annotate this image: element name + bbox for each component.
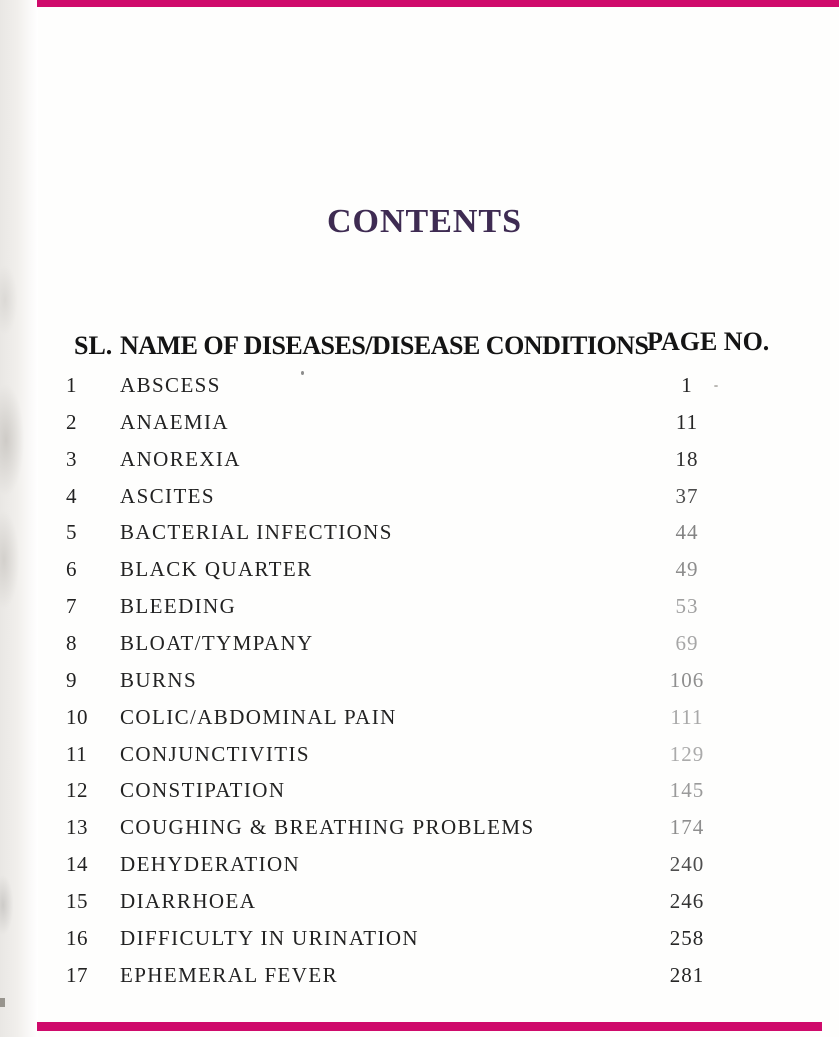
toc-row-page: 1 (681, 373, 693, 397)
toc-row (0, 447, 780, 483)
toc-header-row (0, 327, 839, 363)
toc-row-page: 44 (675, 520, 699, 545)
toc-header-name: NAME OF DISEASES/DISEASE CONDITIONS (120, 331, 649, 360)
toc-row-sl: 12 (66, 778, 88, 803)
toc-row (0, 373, 780, 409)
toc-row-page: 18 (675, 446, 699, 471)
toc-row-sl: 6 (66, 557, 77, 582)
top-accent-bar (37, 0, 839, 7)
toc-row-page: 258 (669, 925, 705, 950)
toc-row-page: 69 (675, 630, 699, 655)
toc-row (0, 778, 780, 814)
toc-header-sl: SL. (74, 331, 113, 360)
toc-row-sl: 4 (66, 483, 77, 508)
toc-row-sl: 14 (66, 852, 88, 877)
toc-row-name: BLACK QUARTER (120, 557, 313, 582)
toc-row (0, 742, 780, 778)
scan-speck (301, 371, 304, 375)
toc-row-page: 106 (669, 667, 705, 692)
bottom-accent-bar (37, 1022, 822, 1031)
toc-row-sl: 5 (66, 520, 77, 545)
toc-row-sl: 1 (66, 373, 77, 397)
toc-header-page: PAGE NO. (647, 327, 770, 356)
toc-row-page: 174 (669, 815, 705, 840)
toc-row-name: COUGHING & BREATHING PROBLEMS (120, 815, 535, 840)
toc-row-sl: 16 (66, 925, 88, 950)
toc-row-page: 49 (675, 557, 699, 582)
toc-row (0, 594, 780, 630)
toc-row-name: DIFFICULTY IN URINATION (120, 925, 419, 950)
toc-row-name: BACTERIAL INFECTIONS (120, 520, 393, 545)
toc-row-name: BLOAT/TYMPANY (120, 630, 314, 655)
toc-row-name: EPHEMERAL FEVER (120, 962, 338, 987)
toc-row-name: BURNS (120, 667, 198, 692)
toc-row-page: 37 (675, 483, 699, 508)
toc-row-sl: 13 (66, 815, 88, 840)
toc-row-sl: 2 (66, 409, 77, 434)
toc-row (0, 484, 780, 520)
toc-row-page: 53 (675, 594, 699, 619)
toc-row-name: COLIC/ABDOMINAL PAIN (120, 704, 397, 729)
toc-row-name: DIARRHOEA (120, 888, 257, 913)
toc-row-page: 129 (669, 741, 705, 766)
toc-row-sl: 3 (66, 446, 77, 471)
toc-row (0, 889, 780, 925)
toc-row-page: 246 (669, 888, 705, 913)
toc-row-name: ANOREXIA (120, 446, 241, 471)
toc-row-name: ASCITES (120, 483, 215, 508)
page-title: CONTENTS (326, 203, 523, 240)
scan-speck (714, 385, 718, 387)
toc-row (0, 815, 780, 851)
toc-row (0, 631, 780, 667)
toc-row-sl: 10 (66, 704, 88, 729)
toc-row-sl: 9 (66, 667, 77, 692)
toc-row-page: 281 (669, 962, 705, 987)
toc-row-sl: 17 (66, 962, 88, 987)
toc-row-name: BLEEDING (120, 594, 237, 619)
toc-row (0, 410, 780, 446)
toc-row-name: CONSTIPATION (120, 778, 286, 803)
toc-row-page: 240 (669, 852, 705, 877)
toc-row (0, 520, 780, 556)
toc-row-page: 145 (669, 778, 705, 803)
toc-row-name: CONJUNCTIVITIS (120, 741, 310, 766)
toc-row (0, 963, 780, 999)
toc-row-sl: 11 (66, 741, 88, 766)
toc-row (0, 705, 780, 741)
toc-row (0, 926, 780, 962)
toc-row-sl: 15 (66, 888, 88, 913)
toc-row (0, 852, 780, 888)
toc-row-sl: 7 (66, 594, 77, 619)
toc-row-name: ANAEMIA (120, 409, 229, 434)
toc-row (0, 668, 780, 704)
toc-row-sl: 8 (66, 630, 77, 655)
toc-row-name: DEHYDERATION (120, 852, 301, 877)
toc-row-name: ABSCESS (120, 373, 221, 397)
toc-row-page: 111 (670, 704, 704, 729)
scan-speck (0, 998, 5, 1007)
toc-row (0, 557, 780, 593)
toc-row-page: 11 (675, 409, 699, 434)
